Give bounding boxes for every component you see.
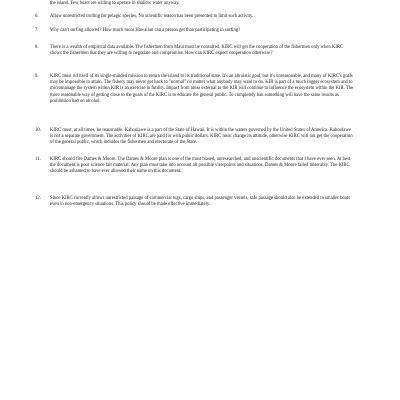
item-number: 7.: [35, 28, 39, 33]
continued-paragraph: the island. Few boats are willing to operate in shallow water anyway.: [50, 1, 180, 6]
item-text: KIRC must, at all times, be reasonable. Kahoolawe is a part of the State of Hawaii. It is within the waters governed by the United States of America. Kahoolawe is not a separate government. The activities of KIRC are paid for with public dollars. KIRC must change its attitude, otherwise KIRC will not get the cooperation of the general public, which includes the fishermen and electorate of the State.: [50, 128, 353, 146]
list-item: [35, 74, 355, 105]
list-item: [35, 196, 355, 208]
item-text: Why can't surfing allowed? How much more Hawaiian can a person get than participating in surfing?: [50, 28, 241, 33]
item-text: KIRC must rid itself of its single-minded mission to return the island to its traditional state. It's an altruistic goal, but it's unreasonable, and many of KIRC's goals may be impossible to attain. The fishery may never get back to "normal" no matter what anybody may want to do. KIR is part of a much bigger ecosystem and to micromanage the system within KIR is an exercise in futility. Impact from areas external to the KIR will continue to influence the ecosystem within the KIR. The more reasonable way of getting close to the goals of the KIRC is to educate the general public. To completely ban something will have the same results as prohibition had on alcohol.: [50, 74, 354, 104]
item-number: 6.: [35, 14, 39, 19]
list-item: [35, 14, 355, 20]
item-text: Since KIRC currently allows unrestricted passage of commercial tugs, cargo ships, and passenger vessels, safe passage should also be extended to smaller boats even in non-emergency situations. This policy should be made effective immediately.: [50, 196, 350, 208]
item-text: There is a wealth of empirical data available. The fishermen from Maui must be consulted. KIRC will get the cooperation of the fishermen only when KIRC shows the fishermen that they are willing to negotiate and compromise. How can KIRC expect cooperation otherwise?: [50, 45, 344, 57]
item-number: 10.: [35, 128, 41, 133]
item-number: 11.: [35, 157, 41, 162]
list-item: [35, 128, 355, 147]
list-item: [35, 45, 355, 57]
item-number: 12.: [35, 196, 41, 201]
item-text: KIRC should fire Dames & Moore. The Dames & Moore plan is one of the most biased, unresearched, and unscientific documents that I have ever seen. At best, the document is poor science fair material. Any plan must take into account all possible viewpoints and situations. Dames & Moore failed miserably. The KIRC should be ashamed to have ever allowed their name on this document.: [50, 157, 352, 175]
item-number: 8.: [35, 45, 39, 50]
list-item: [35, 157, 355, 176]
item-text: Allow unrestricted trolling for pelagic species. No scientific reason has been presented to limit such activity.: [50, 14, 254, 19]
list-item: [35, 28, 355, 34]
item-number: 9.: [35, 74, 39, 79]
